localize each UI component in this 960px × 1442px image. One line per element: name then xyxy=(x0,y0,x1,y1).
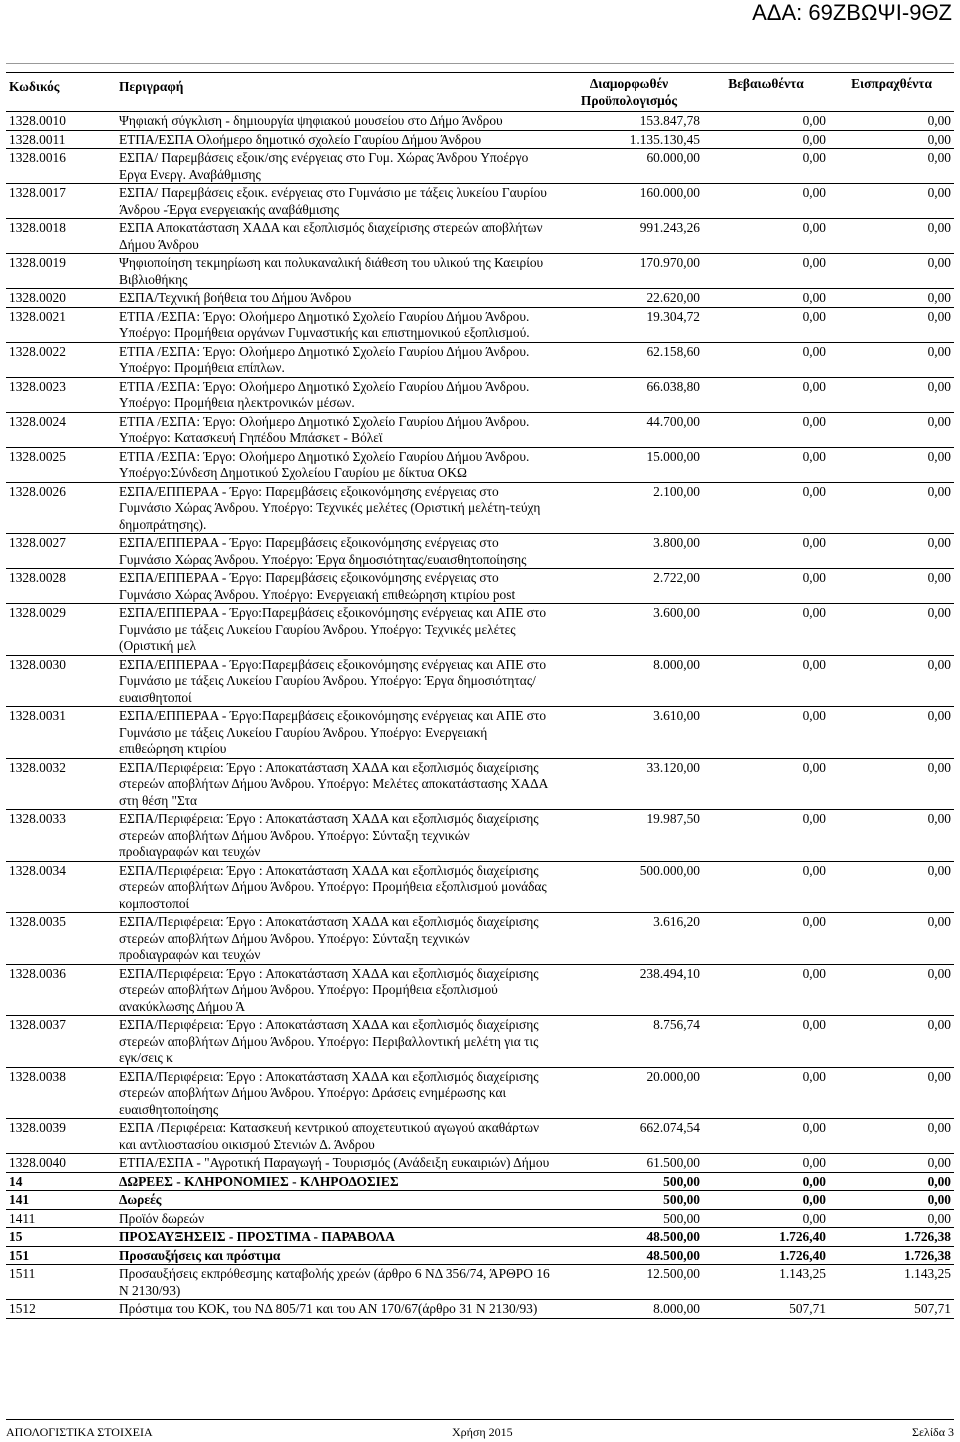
row-certified: 0,00 xyxy=(802,708,826,723)
row-collected: 0,00 xyxy=(927,448,951,464)
row-description: ΕΣΠΑ/Περιφέρεια: Έργο : Αποκατάσταση ΧΑΔΑ και εξοπλισμός διαχείρισης στερεών αποβλήτων Δήμου Άνδρου. Υποέργο: Περιβαλλοντική μελέτη για τις εγκ/σεις κ xyxy=(119,1017,539,1065)
row-description: ΕΣΠΑ/ΕΠΠΕΡΑΑ - Έργο:Παρεμβάσεις εξοικονόμησης ενέργειας και ΑΠΕ στο Γυμνάσιο με τάξεις Λυκείου Γαυρίου Άνδρου. Υποέργο: Ενεργειακή επιθεώρηση κτιρίου xyxy=(119,708,547,756)
row-certified: 0,00 xyxy=(802,255,826,270)
row-certified: 0,00 xyxy=(802,220,826,235)
row-collected: 0,00 xyxy=(927,1068,951,1084)
row-certified: 0,00 xyxy=(802,185,826,200)
row-certified: 1.726,40 xyxy=(779,1229,826,1244)
row-certified: 0,00 xyxy=(802,1017,826,1032)
row-code: 1328.0022 xyxy=(9,343,66,359)
row-code: 1328.0018 xyxy=(9,220,66,235)
table-row xyxy=(6,758,954,810)
row-budget: 8.000,00 xyxy=(653,1301,700,1316)
row-code: 151 xyxy=(9,1247,30,1263)
row-code: 1328.0039 xyxy=(9,1120,66,1135)
row-collected: 0,00 xyxy=(927,113,951,128)
row-code: 1328.0031 xyxy=(9,708,66,723)
row-code: 1328.0030 xyxy=(9,656,66,672)
header-divider xyxy=(6,63,954,64)
footer-left: ΑΠΟΛΟΓΙΣΤΙΚΑ ΣΤΟΙΧΕΙΑ xyxy=(6,1425,153,1439)
table-row xyxy=(6,1300,954,1319)
footer-divider xyxy=(6,1419,954,1420)
row-description: ΕΣΠΑ/Περιφέρεια: Έργο : Αποκατάσταση ΧΑΔΑ και εξοπλισμός διαχείρισης στερεών αποβλήτων Δήμου Άνδρου. Υποέργο: Προμήθεια εξοπλισμού ανακύκλωσης Δήμου Ά xyxy=(119,965,539,1014)
table-header-row xyxy=(6,73,954,112)
row-description: ΕΣΠΑ/ Παρεμβάσεις εξοικ. ενέργειας στο Γυμνάσιο με τάξεις λυκείου Γαυρίου Άνδρου -Έργα ενεργειακής αναβάθμισης xyxy=(119,185,547,217)
row-description: ΕΣΠΑ/Τεχνική βοήθεια του Δήμου Άνδρου xyxy=(119,290,352,305)
row-collected: 0,00 xyxy=(927,1210,951,1226)
row-certified: 0,00 xyxy=(802,1210,826,1226)
row-code: 1328.0037 xyxy=(9,1017,66,1032)
row-collected: 0,00 xyxy=(927,185,951,200)
row-budget: 160.000,00 xyxy=(639,185,700,200)
table-row xyxy=(6,149,954,184)
table-row xyxy=(6,254,954,289)
row-description: ΕΣΠΑ/Περιφέρεια: Έργο : Αποκατάσταση ΧΑΔΑ και εξοπλισμός διαχείρισης στερεών αποβλήτων Δήμου Άνδρου. Υποέργο: Δράσεις ενημέρωσης και ευαισθητοποίησης xyxy=(119,1068,539,1117)
row-certified: 0,00 xyxy=(802,605,826,620)
row-certified: 0,00 xyxy=(802,483,826,499)
row-description: Ψηφιοποίηση τεκμηρίωση και πολυκαναλική διάθεση του υλικού της Καειρίου Βιβλιοθήκης xyxy=(119,255,544,287)
row-description: Προσαυξήσεις εκπρόθεσμης καταβολής χρεών (άρθρο 6 ΝΔ 356/74, ΆΡΘΡΟ 16 Ν 2130/93) xyxy=(119,1266,550,1298)
row-description: ΕΣΠΑ/Περιφέρεια: Έργο : Αποκατάσταση ΧΑΔΑ και εξοπλισμός διαχείρισης στερεών αποβλήτων Δήμου Άνδρου. Υποέργο: Σύνταξη τεχνικών προδιαγραφών και τευχών xyxy=(119,811,539,859)
row-certified: 0,00 xyxy=(802,113,826,128)
ada-code: ΑΔΑ: 69ΖΒΩΨΙ-9ΘΖ xyxy=(752,0,952,25)
row-description: ΕΣΠΑ/ Παρεμβάσεις εξοικ/σης ενέργειας στο Γυμ. Χώρας Άνδρου Υποέργο Εργα Ενεργ. Αναβάθμισης xyxy=(119,150,529,182)
row-description: ΕΣΠΑ/ΕΠΠΕΡΑΑ - Έργο:Παρεμβάσεις εξοικονόμησης ενέργειας και ΑΠΕ στο Γυμνάσιο με τάξεις Λυκείου Γαυρίου Άνδρου. Υποέργο: Τεχνικές μελέτες (Οριστική μελ xyxy=(119,605,547,653)
row-code: 1328.0019 xyxy=(9,255,66,270)
row-certified: 0,00 xyxy=(802,150,826,165)
row-budget: 19.304,72 xyxy=(646,308,700,324)
row-certified: 0,00 xyxy=(802,862,826,878)
row-certified: 0,00 xyxy=(802,1068,826,1084)
row-collected: 0,00 xyxy=(927,1173,951,1189)
row-description: Προϊόν δωρεών xyxy=(119,1210,205,1226)
row-budget: 500,00 xyxy=(663,1210,700,1226)
row-certified: 0,00 xyxy=(802,378,826,394)
row-certified: 0,00 xyxy=(802,535,826,550)
row-budget: 8.756,74 xyxy=(653,1017,700,1032)
row-collected: 0,00 xyxy=(927,570,951,585)
row-code: 1328.0017 xyxy=(9,185,66,200)
table-row xyxy=(6,1067,954,1119)
row-collected: 0,00 xyxy=(927,378,951,394)
header-certified: Βεβαιωθέντα xyxy=(703,73,829,112)
header-budget-line2: Προϋπολογισμός xyxy=(580,92,678,108)
row-collected: 0,00 xyxy=(927,1120,951,1135)
row-certified: 0,00 xyxy=(802,1192,826,1207)
row-collected: 0,00 xyxy=(927,914,951,929)
row-budget: 15.000,00 xyxy=(646,448,700,464)
row-collected: 0,00 xyxy=(927,759,951,775)
row-description: ΕΣΠΑ/Περιφέρεια: Έργο : Αποκατάσταση ΧΑΔΑ και εξοπλισμός διαχείρισης στερεών αποβλήτων Δήμου Άνδρου. Υποέργο: Προμήθεια εξοπλισμού μονάδας κομποστοποί xyxy=(119,862,547,911)
row-collected: 0,00 xyxy=(927,483,951,499)
row-description: ΕΤΠΑ /ΕΣΠΑ: Έργο: Ολοήμερο Δημοτικό Σχολείο Γαυρίου Δήμου Άνδρου. Υποέργο: Προμήθεια ηλεκτρονικών μέσων. xyxy=(119,378,530,410)
header-description: Περιγραφή xyxy=(109,73,555,112)
row-budget: 500,00 xyxy=(663,1192,700,1207)
row-collected: 0,00 xyxy=(927,708,951,723)
row-certified: 0,00 xyxy=(802,759,826,775)
table-row xyxy=(6,289,954,308)
row-certified: 0,00 xyxy=(802,965,826,981)
row-budget: 48.500,00 xyxy=(646,1229,700,1244)
footer-page: Σελίδα 3 xyxy=(911,1425,954,1439)
row-collected: 0,00 xyxy=(927,605,951,620)
row-certified: 1.143,25 xyxy=(779,1266,826,1281)
table-row xyxy=(6,1191,954,1210)
row-certified: 0,00 xyxy=(802,1173,826,1189)
row-code: 1328.0029 xyxy=(9,605,66,620)
row-budget: 500,00 xyxy=(663,1173,700,1189)
row-budget: 500.000,00 xyxy=(639,862,700,878)
revenue-table xyxy=(6,72,954,1319)
table-row xyxy=(6,913,954,965)
row-code: 1512 xyxy=(9,1301,36,1316)
row-code: 1328.0034 xyxy=(9,862,66,878)
row-description: ΕΣΠΑ/ΕΠΠΕΡΑΑ - Έργο: Παρεμβάσεις εξοικονόμησης ενέργειας στο Γυμνάσιο Χώρας Άνδρου. Υποέργο: Ενεργειακή επιθεώρηση κτιρίου post xyxy=(119,570,516,602)
row-budget: 8.000,00 xyxy=(653,656,700,672)
row-description: ΕΤΠΑ/ΕΣΠΑ Ολοήμερο δημοτικό σχολείο Γαυρίου Δήμου Άνδρου xyxy=(119,131,482,147)
row-budget: 1.135.130,45 xyxy=(629,131,700,147)
row-budget: 2.722,00 xyxy=(653,570,700,585)
row-description: ΕΤΠΑ/ΕΣΠΑ - "Αγροτική Παραγωγή - Τουρισμός (Ανάδειξη ευκαιριών) Δήμου xyxy=(119,1155,550,1170)
row-budget: 991.243,26 xyxy=(639,220,700,235)
row-collected: 0,00 xyxy=(927,308,951,324)
row-code: 1328.0011 xyxy=(9,131,66,147)
row-collected: 0,00 xyxy=(927,255,951,270)
table-row xyxy=(6,604,954,656)
table-row xyxy=(6,1172,954,1191)
row-certified: 0,00 xyxy=(802,448,826,464)
row-budget: 2.100,00 xyxy=(653,483,700,499)
row-collected: 0,00 xyxy=(927,1192,951,1207)
row-collected: 0,00 xyxy=(927,1155,951,1170)
row-collected: 0,00 xyxy=(927,811,951,826)
row-certified: 0,00 xyxy=(802,656,826,672)
row-description: ΠΡΟΣΑΥΞΗΣΕΙΣ - ΠΡΟΣΤΙΜΑ - ΠΑΡΑΒΟΛΑ xyxy=(119,1229,395,1244)
row-budget: 44.700,00 xyxy=(646,413,700,429)
row-collected: 0,00 xyxy=(927,965,951,981)
row-certified: 1.726,40 xyxy=(779,1247,826,1263)
row-budget: 238.494,10 xyxy=(639,965,700,981)
table-row xyxy=(6,184,954,219)
row-certified: 0,00 xyxy=(802,308,826,324)
row-budget: 3.800,00 xyxy=(653,535,700,550)
table-row xyxy=(6,130,954,149)
row-certified: 0,00 xyxy=(802,290,826,305)
row-code: 1328.0028 xyxy=(9,570,66,585)
row-collected: 0,00 xyxy=(927,413,951,429)
row-budget: 3.616,20 xyxy=(653,914,700,929)
row-code: 1411 xyxy=(9,1210,36,1226)
row-description: Πρόστιμα του ΚΟΚ, του ΝΔ 805/71 και του ΑΝ 170/67(άρθρο 31 Ν 2130/93) xyxy=(119,1301,538,1316)
row-budget: 22.620,00 xyxy=(646,290,700,305)
table-row xyxy=(6,810,954,862)
table-row xyxy=(6,307,954,342)
row-code: 1328.0032 xyxy=(9,759,66,775)
table-row xyxy=(6,219,954,254)
row-code: 141 xyxy=(9,1192,30,1207)
table-row xyxy=(6,1119,954,1154)
row-certified: 0,00 xyxy=(802,131,826,147)
table-row xyxy=(6,342,954,377)
row-budget: 48.500,00 xyxy=(646,1247,700,1263)
row-code: 1328.0036 xyxy=(9,965,66,981)
header-budget xyxy=(555,73,703,112)
row-collected: 0,00 xyxy=(927,220,951,235)
table-row xyxy=(6,377,954,412)
table-row xyxy=(6,534,954,569)
row-certified: 507,71 xyxy=(789,1301,826,1316)
row-code: 1328.0033 xyxy=(9,811,66,826)
row-description: ΕΤΠΑ /ΕΣΠΑ: Έργο: Ολοήμερο Δημοτικό Σχολείο Γαυρίου Δήμου Άνδρου. Υποέργο: Προμήθεια οργάνων Γυμναστικής και επιστημονικού εξοπλισμού. xyxy=(119,308,530,340)
row-code: 1328.0024 xyxy=(9,413,66,429)
table-row xyxy=(6,1154,954,1173)
row-code: 1328.0010 xyxy=(9,113,66,128)
row-collected: 1.143,25 xyxy=(904,1266,951,1281)
row-code: 1328.0040 xyxy=(9,1155,66,1170)
row-collected: 0,00 xyxy=(927,150,951,165)
row-code: 1328.0016 xyxy=(9,150,66,165)
row-description: ΕΣΠΑ/Περιφέρεια: Έργο : Αποκατάσταση ΧΑΔΑ και εξοπλισμός διαχείρισης στερεών αποβλήτων Δήμου Άνδρου. Υποέργο: Σύνταξη τεχνικών προδιαγραφών και τευχών xyxy=(119,914,539,962)
row-certified: 0,00 xyxy=(802,811,826,826)
row-collected: 507,71 xyxy=(914,1301,951,1316)
row-collected: 0,00 xyxy=(927,1017,951,1032)
row-budget: 662.074,54 xyxy=(639,1120,700,1135)
row-collected: 0,00 xyxy=(927,131,951,147)
row-code: 1328.0038 xyxy=(9,1068,66,1084)
row-budget: 61.500,00 xyxy=(646,1155,700,1170)
table-row xyxy=(6,707,954,759)
row-certified: 0,00 xyxy=(802,413,826,429)
row-code: 15 xyxy=(9,1229,23,1244)
table-row xyxy=(6,861,954,913)
row-description: ΕΣΠΑ /Περιφέρεια: Κατασκευή κεντρικού αποχετευτικού αγωγού ακαθάρτων και αντλιοστασίου οικισμού Στενιών Δ. Άνδρου xyxy=(119,1120,540,1152)
table-row xyxy=(6,1265,954,1300)
row-budget: 153.847,78 xyxy=(639,113,700,128)
row-collected: 1.726,38 xyxy=(904,1229,951,1244)
row-budget: 170.970,00 xyxy=(639,255,700,270)
row-code: 1328.0023 xyxy=(9,378,66,394)
row-description: Προσαυξήσεις και πρόστιμα xyxy=(119,1247,281,1263)
header-code: Κωδικός xyxy=(6,73,109,112)
table-row xyxy=(6,1246,954,1265)
row-budget: 3.610,00 xyxy=(653,708,700,723)
row-description: Ψηφιακή σύγκλιση - δημιουργία ψηφιακού μουσείου στο Δήμο Άνδρου xyxy=(119,113,503,128)
table-row xyxy=(6,482,954,534)
row-code: 1328.0020 xyxy=(9,290,66,305)
row-description: ΕΣΠΑ Αποκατάσταση ΧΑΔΑ και εξοπλισμός διαχείρισης στερεών αποβλήτων Δήμου Άνδρου xyxy=(119,220,543,252)
table-row xyxy=(6,412,954,447)
row-code: 1328.0027 xyxy=(9,535,66,550)
row-description: ΕΤΠΑ /ΕΣΠΑ: Έργο: Ολοήμερο Δημοτικό Σχολείο Γαυρίου Δήμου Άνδρου. Υποέργο: Προμήθεια επίπλων. xyxy=(119,343,530,375)
row-description: ΕΣΠΑ/Περιφέρεια: Έργο : Αποκατάσταση ΧΑΔΑ και εξοπλισμός διαχείρισης στερεών αποβλήτων Δήμου Άνδρου. Υποέργο: Μελέτες αποκατάστασης ΧΑΔΑ στη θέση "Στα xyxy=(119,759,548,808)
row-description: ΕΣΠΑ/ΕΠΠΕΡΑΑ - Έργο:Παρεμβάσεις εξοικονόμησης ενέργειας και ΑΠΕ στο Γυμνάσιο με τάξεις Λυκείου Γαυρίου Άνδρου. Υποέργο: Έργα δημοσιότητας/ευαισθητοποί xyxy=(119,656,547,705)
header-budget-line1: Διαμορφωθέν xyxy=(589,76,669,91)
table-row xyxy=(6,1228,954,1247)
row-code: 1511 xyxy=(9,1266,36,1281)
table-row xyxy=(6,1209,954,1228)
row-budget: 62.158,60 xyxy=(646,343,700,359)
row-certified: 0,00 xyxy=(802,914,826,929)
row-description: ΕΣΠΑ/ΕΠΠΕΡΑΑ - Έργο: Παρεμβάσεις εξοικονόμησης ενέργειας στο Γυμνάσιο Χώρας Άνδρου. Υποέργο: Έργα δημοσιότητας/ευαισθητοποίησης xyxy=(119,535,527,567)
header-collected: Εισπραχθέντα xyxy=(829,73,954,112)
table-row xyxy=(6,964,954,1016)
row-description: ΕΤΠΑ /ΕΣΠΑ: Έργο: Ολοήμερο Δημοτικό Σχολείο Γαυρίου Δήμου Άνδρου. Υποέργο: Κατασκευή Γηπέδου Μπάσκετ - Βόλεϊ xyxy=(119,413,530,445)
row-budget: 19.987,50 xyxy=(646,811,700,826)
row-collected: 1.726,38 xyxy=(904,1247,951,1263)
row-budget: 3.600,00 xyxy=(653,605,700,620)
table-row xyxy=(6,447,954,482)
row-certified: 0,00 xyxy=(802,570,826,585)
row-description: ΔΩΡΕΕΣ - ΚΛΗΡΟΝΟΜΙΕΣ - ΚΛΗΡΟΔΟΣΙΕΣ xyxy=(119,1173,399,1189)
row-certified: 0,00 xyxy=(802,1120,826,1135)
table-row xyxy=(6,1016,954,1068)
table-row xyxy=(6,569,954,604)
row-collected: 0,00 xyxy=(927,343,951,359)
row-budget: 33.120,00 xyxy=(646,759,700,775)
row-collected: 0,00 xyxy=(927,290,951,305)
row-budget: 66.038,80 xyxy=(646,378,700,394)
row-code: 1328.0025 xyxy=(9,448,66,464)
row-certified: 0,00 xyxy=(802,1155,826,1170)
table-body xyxy=(6,112,954,1319)
row-budget: 20.000,00 xyxy=(646,1068,700,1084)
row-collected: 0,00 xyxy=(927,656,951,672)
row-code: 1328.0021 xyxy=(9,308,66,324)
row-description: ΕΤΠΑ /ΕΣΠΑ: Έργο: Ολοήμερο Δημοτικό Σχολείο Γαυρίου Δήμου Άνδρου. Υποέργο:Σύνδεση Δημοτικού Σχολείου Γαυρίου με δίκτυα ΟΚΩ xyxy=(119,448,530,480)
row-code: 1328.0035 xyxy=(9,914,66,929)
row-budget: 12.500,00 xyxy=(646,1266,700,1281)
row-description: ΕΣΠΑ/ΕΠΠΕΡΑΑ - Έργο: Παρεμβάσεις εξοικονόμησης ενέργειας στο Γυμνάσιο Χώρας Άνδρου. Υποέργο: Τεχνικές μελέτες (Οριστική μελέτη-τεύχη δημοπράτησης). xyxy=(119,483,541,532)
row-collected: 0,00 xyxy=(927,535,951,550)
table-row xyxy=(6,112,954,131)
row-collected: 0,00 xyxy=(927,862,951,878)
row-code: 1328.0026 xyxy=(9,483,66,499)
row-certified: 0,00 xyxy=(802,343,826,359)
row-description: Δωρεές xyxy=(119,1192,162,1207)
row-budget: 60.000,00 xyxy=(646,150,700,165)
row-code: 14 xyxy=(9,1173,23,1189)
table-row xyxy=(6,655,954,707)
footer-year: Χρήση 2015 xyxy=(452,1425,513,1439)
